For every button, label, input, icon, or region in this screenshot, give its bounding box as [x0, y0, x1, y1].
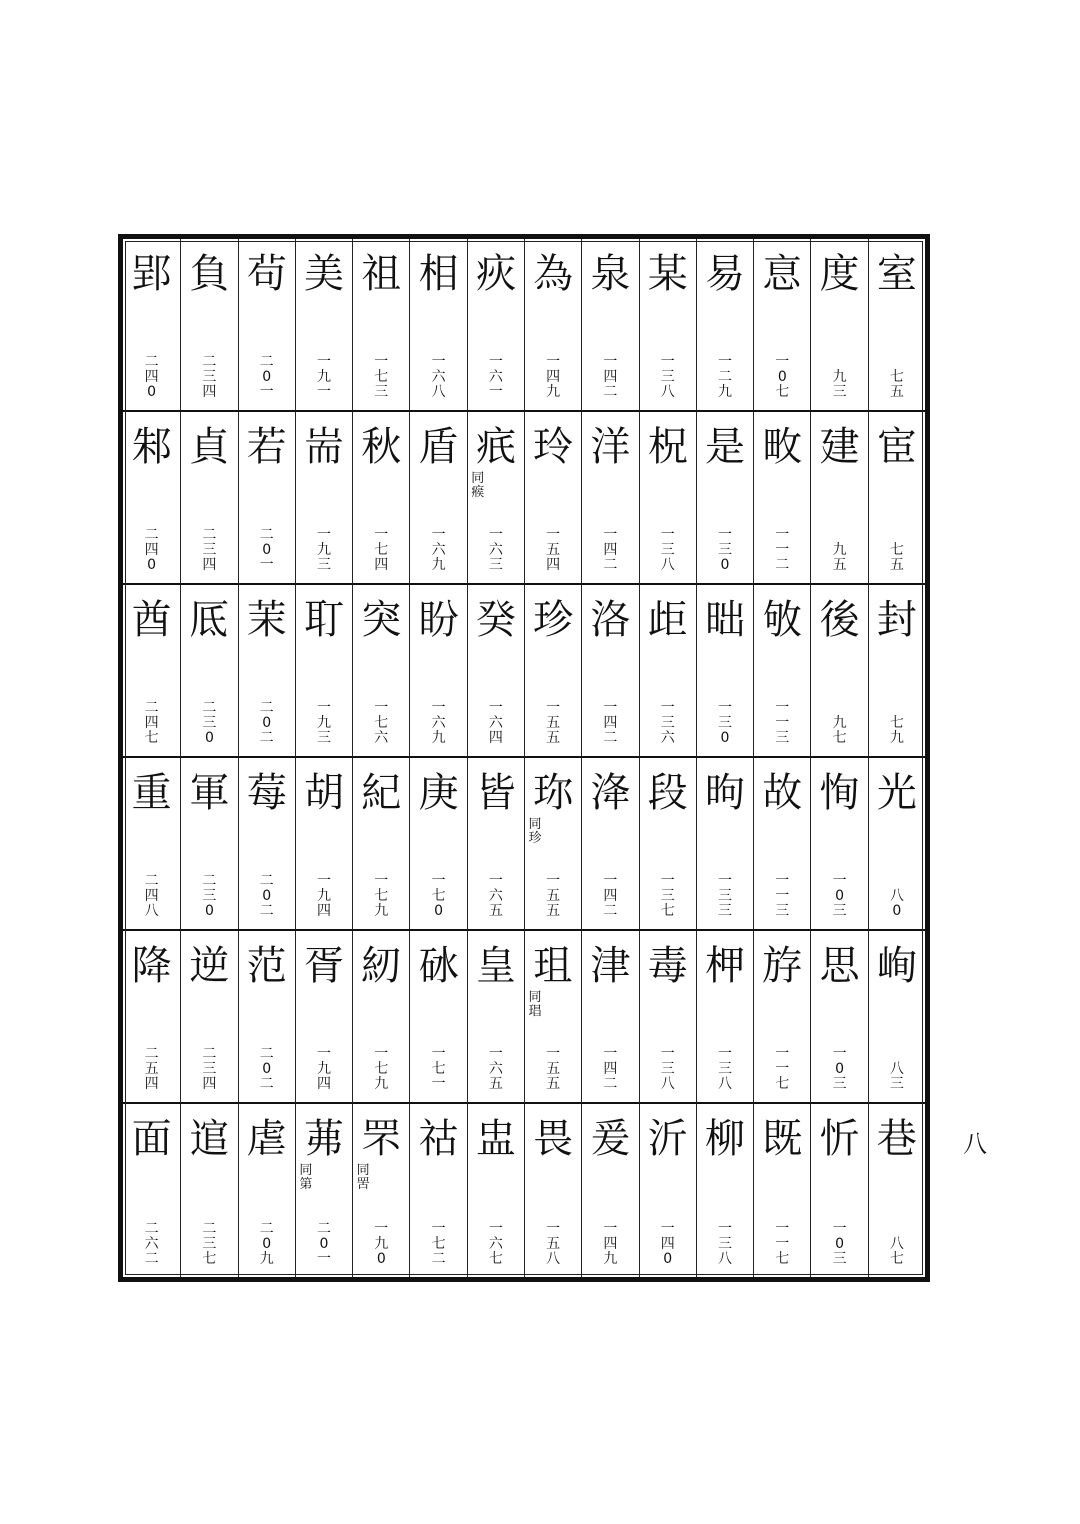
entry-page-reference: 一三八: [717, 1221, 732, 1267]
index-entry: [524, 239, 581, 412]
index-entry: [295, 412, 352, 585]
entry-character: 耵: [303, 597, 344, 643]
entry-page-reference: 一四二: [603, 354, 618, 400]
entry-page-reference: 一六五: [488, 1046, 503, 1092]
entry-character: 思: [819, 943, 860, 989]
entry-character: 秋: [361, 424, 402, 470]
index-entry: [524, 1104, 581, 1277]
index-entry: [581, 931, 638, 1104]
entry-character: 皇: [475, 943, 516, 989]
entry-character: 祜: [418, 1116, 459, 1162]
entry-character: 柙: [704, 943, 745, 989]
entry-page-reference: 一一三: [775, 873, 790, 919]
entry-character: 虐: [246, 1116, 287, 1162]
entry-page-reference: 一九0: [374, 1221, 389, 1267]
index-entry: [810, 585, 867, 758]
entry-page-reference: 一三八: [660, 527, 675, 573]
entry-page-reference: 八三: [889, 1061, 904, 1092]
entry-page-reference: 二0二: [259, 700, 274, 746]
entry-character: 面: [131, 1116, 172, 1162]
entry-character: 為: [533, 251, 574, 297]
entry-character: 疢: [475, 251, 516, 297]
index-entry: [810, 1104, 867, 1277]
entry-page-reference: 二0一: [259, 527, 274, 573]
entry-character: 毒: [647, 943, 688, 989]
entry-character: 酋: [131, 597, 172, 643]
entry-page-reference: 二三0: [202, 700, 217, 746]
entry-character: 故: [762, 770, 803, 816]
entry-character: 耑: [303, 424, 344, 470]
entry-character: 珎: [533, 770, 574, 816]
entry-character: 茍: [246, 251, 287, 297]
index-entry: [524, 585, 581, 758]
entry-page-reference: 一九四: [316, 1046, 331, 1092]
entry-page-reference: 二0二: [259, 873, 274, 919]
character-index-grid: [123, 239, 925, 1277]
index-entry: [123, 758, 180, 931]
entry-page-reference: 一七二: [431, 1221, 446, 1267]
entry-page-reference: 一五八: [546, 1221, 561, 1267]
entry-character: 珍: [533, 597, 574, 643]
entry-character: 癸: [475, 597, 516, 643]
entry-page-reference: 二四0: [144, 527, 159, 573]
entry-page-reference: 一九四: [316, 873, 331, 919]
entry-character: 歫: [647, 597, 688, 643]
entry-character: 逭: [189, 1116, 230, 1162]
entry-character: 砅: [418, 943, 459, 989]
index-entry: [352, 931, 409, 1104]
entry-page-reference: 九七: [832, 715, 847, 746]
entry-page-reference: 一0三: [832, 1221, 847, 1267]
entry-page-reference: 一0七: [775, 354, 790, 400]
entry-character: 光: [876, 770, 917, 816]
entry-variant-note: 同罟: [356, 1163, 370, 1192]
entry-page-reference: 七五: [889, 542, 904, 573]
index-entry: [696, 239, 753, 412]
index-entry: [581, 758, 638, 931]
entry-page-reference: 一三0: [717, 527, 732, 573]
entry-page-reference: 二0一: [259, 354, 274, 400]
index-entry: [868, 412, 925, 585]
entry-character: 峋: [876, 943, 917, 989]
entry-character: 負: [189, 251, 230, 297]
index-entry: [753, 758, 810, 931]
entry-character: 厎: [189, 597, 230, 643]
entry-page-reference: 二0九: [259, 1221, 274, 1267]
entry-character: 後: [819, 597, 860, 643]
entry-character: 度: [819, 251, 860, 297]
entry-character: 盾: [418, 424, 459, 470]
index-entry: [352, 412, 409, 585]
entry-page-reference: 一四九: [546, 354, 561, 400]
entry-character: 洛: [590, 597, 631, 643]
entry-variant-note: 同第: [299, 1163, 313, 1192]
entry-page-reference: 一六七: [488, 1221, 503, 1267]
entry-page-reference: 一三六: [660, 700, 675, 746]
entry-character: 美: [303, 251, 344, 297]
entry-character: 若: [246, 424, 287, 470]
entry-page-reference: 一七一: [431, 1046, 446, 1092]
index-entry: [467, 412, 524, 585]
entry-variant-note: 同琩: [528, 990, 542, 1019]
index-entry: [180, 585, 237, 758]
index-entry: [180, 931, 237, 1104]
entry-page-reference: 一九三: [316, 700, 331, 746]
entry-character: 軍: [189, 770, 230, 816]
index-entry: [810, 412, 867, 585]
entry-page-reference: 一六一: [488, 354, 503, 400]
index-entry: [238, 758, 295, 931]
entry-character: 昫: [704, 770, 745, 816]
entry-character: 建: [819, 424, 860, 470]
entry-character: 罘: [361, 1116, 402, 1162]
entry-character: 庚: [418, 770, 459, 816]
entry-page-reference: 二四八: [144, 873, 159, 919]
index-entry: [524, 931, 581, 1104]
entry-character: 逆: [189, 943, 230, 989]
index-entry: [180, 758, 237, 931]
entry-page-reference: 一九一: [316, 354, 331, 400]
index-entry: [868, 1104, 925, 1277]
entry-page-reference: 一七0: [431, 873, 446, 919]
index-entry: [696, 585, 753, 758]
entry-page-reference: 一0三: [832, 1046, 847, 1092]
entry-page-reference: 九五: [832, 542, 847, 573]
entry-character: 祖: [361, 251, 402, 297]
entry-character: 宦: [876, 424, 917, 470]
entry-character: 茉: [246, 597, 287, 643]
entry-page-reference: 一四二: [603, 527, 618, 573]
entry-page-reference: 一三0: [717, 700, 732, 746]
index-entry: [524, 412, 581, 585]
entry-page-reference: 一一七: [775, 1221, 790, 1267]
entry-page-reference: 一七九: [374, 1046, 389, 1092]
entry-page-reference: 一一七: [775, 1046, 790, 1092]
index-entry: [409, 931, 466, 1104]
index-entry: [409, 239, 466, 412]
index-entry: [696, 412, 753, 585]
entry-character: 茀: [303, 1116, 344, 1162]
entry-page-reference: 一四0: [660, 1221, 675, 1267]
index-entry: [238, 239, 295, 412]
index-entry: [238, 1104, 295, 1277]
entry-character: 降: [131, 943, 172, 989]
index-entry: [238, 412, 295, 585]
index-entry: [639, 931, 696, 1104]
entry-character: 重: [131, 770, 172, 816]
entry-character: 津: [590, 943, 631, 989]
entry-character: 易: [704, 251, 745, 297]
index-entry: [581, 239, 638, 412]
index-entry: [810, 239, 867, 412]
entry-character: 貞: [189, 424, 230, 470]
index-entry: [295, 1104, 352, 1277]
entry-character: 忻: [819, 1116, 860, 1162]
index-entry: [467, 585, 524, 758]
entry-page-reference: 八0: [889, 888, 904, 919]
index-entry: [295, 239, 352, 412]
entry-page-reference: 一六四: [488, 700, 503, 746]
entry-character: 相: [418, 251, 459, 297]
entry-variant-note: 同珍: [528, 817, 542, 846]
entry-page-reference: 一五五: [546, 700, 561, 746]
entry-character: 封: [876, 597, 917, 643]
entry-page-reference: 二五四: [144, 1046, 159, 1092]
entry-character: 紀: [361, 770, 402, 816]
index-entry: [467, 758, 524, 931]
entry-page-reference: 一二九: [717, 354, 732, 400]
index-entry: [810, 758, 867, 931]
index-entry: [753, 239, 810, 412]
index-entry: [639, 758, 696, 931]
index-entry: [352, 758, 409, 931]
entry-page-reference: 一六九: [431, 527, 446, 573]
index-table-frame: [118, 234, 930, 1282]
entry-character: 邾: [131, 424, 172, 470]
entry-character: 莓: [246, 770, 287, 816]
entry-character: 室: [876, 251, 917, 297]
entry-character: 洋: [590, 424, 631, 470]
entry-page-reference: 一三八: [660, 1046, 675, 1092]
index-entry: [238, 931, 295, 1104]
entry-page-reference: 一一三: [775, 700, 790, 746]
index-entry: [352, 239, 409, 412]
entry-character: 沂: [647, 1116, 688, 1162]
index-entry: [467, 1104, 524, 1277]
index-entry: [639, 239, 696, 412]
entry-character: 疧: [475, 424, 516, 470]
entry-character: 某: [647, 251, 688, 297]
entry-page-reference: 九三: [832, 369, 847, 400]
entry-page-reference: 一六五: [488, 873, 503, 919]
entry-page-reference: 一三三: [717, 873, 732, 919]
index-entry: [295, 585, 352, 758]
entry-page-reference: 一一二: [775, 527, 790, 573]
entry-character: 柷: [647, 424, 688, 470]
entry-page-reference: 一四九: [603, 1221, 618, 1267]
index-entry: [123, 239, 180, 412]
entry-page-reference: 一七三: [374, 354, 389, 400]
entry-page-reference: 二三四: [202, 1046, 217, 1092]
index-entry: [753, 412, 810, 585]
entry-character: 突: [361, 597, 402, 643]
entry-character: 恂: [819, 770, 860, 816]
entry-character: 敂: [762, 597, 803, 643]
entry-page-reference: 二三四: [202, 527, 217, 573]
index-entry: [409, 412, 466, 585]
entry-character: 紉: [361, 943, 402, 989]
entry-page-reference: 二四七: [144, 700, 159, 746]
entry-page-reference: 二0二: [259, 1046, 274, 1092]
entry-page-reference: 一六八: [431, 354, 446, 400]
entry-character: 洚: [590, 770, 631, 816]
entry-page-reference: 八七: [889, 1236, 904, 1267]
entry-page-reference: 二六二: [144, 1221, 159, 1267]
entry-page-reference: 二三七: [202, 1221, 217, 1267]
entry-character: 皆: [475, 770, 516, 816]
entry-character: 段: [647, 770, 688, 816]
entry-page-reference: 二三四: [202, 354, 217, 400]
index-entry: [180, 412, 237, 585]
entry-character: 既: [762, 1116, 803, 1162]
entry-character: 胡: [303, 770, 344, 816]
index-entry: [467, 931, 524, 1104]
index-entry: [467, 239, 524, 412]
index-entry: [639, 412, 696, 585]
entry-page-reference: 一四二: [603, 700, 618, 746]
index-entry: [123, 412, 180, 585]
index-entry: [868, 239, 925, 412]
index-entry: [180, 1104, 237, 1277]
index-entry: [123, 1104, 180, 1277]
entry-page-reference: 一七六: [374, 700, 389, 746]
index-entry: [524, 758, 581, 931]
index-entry: [123, 931, 180, 1104]
entry-character: 郢: [131, 251, 172, 297]
entry-page-reference: 一六九: [431, 700, 446, 746]
index-entry: [696, 758, 753, 931]
entry-page-reference: 一三八: [717, 1046, 732, 1092]
index-entry: [753, 585, 810, 758]
entry-page-reference: 一七四: [374, 527, 389, 573]
index-entry: [868, 931, 925, 1104]
entry-page-reference: 二三0: [202, 873, 217, 919]
entry-character: 恴: [762, 251, 803, 297]
index-entry: [123, 585, 180, 758]
index-entry: [581, 585, 638, 758]
index-entry: [238, 585, 295, 758]
entry-page-reference: 七五: [889, 369, 904, 400]
index-entry: [295, 758, 352, 931]
page-number: 八: [963, 1130, 987, 1158]
entry-page-reference: 一七九: [374, 873, 389, 919]
entry-character: 珇: [533, 943, 574, 989]
entry-character: 巷: [876, 1116, 917, 1162]
index-entry: [639, 1104, 696, 1277]
entry-character: 斿: [762, 943, 803, 989]
index-entry: [581, 1104, 638, 1277]
entry-character: 泉: [590, 251, 631, 297]
entry-page-reference: 一五四: [546, 527, 561, 573]
entry-character: 是: [704, 424, 745, 470]
entry-page-reference: 一三七: [660, 873, 675, 919]
entry-page-reference: 二四0: [144, 354, 159, 400]
entry-character: 爰: [590, 1116, 631, 1162]
entry-page-reference: 一五五: [546, 873, 561, 919]
index-entry: [409, 585, 466, 758]
entry-character: 盼: [418, 597, 459, 643]
entry-character: 畋: [762, 424, 803, 470]
index-entry: [581, 412, 638, 585]
entry-page-reference: 一四二: [603, 873, 618, 919]
entry-variant-note: 同瘊: [471, 471, 485, 500]
index-entry: [409, 758, 466, 931]
entry-character: 玲: [533, 424, 574, 470]
index-entry: [639, 585, 696, 758]
index-entry: [409, 1104, 466, 1277]
index-entry: [352, 585, 409, 758]
index-entry: [180, 239, 237, 412]
index-entry: [696, 931, 753, 1104]
entry-character: 盅: [475, 1116, 516, 1162]
index-entry: [753, 931, 810, 1104]
entry-page-reference: 二0一: [316, 1221, 331, 1267]
entry-page-reference: 一0三: [832, 873, 847, 919]
entry-page-reference: 一四二: [603, 1046, 618, 1092]
entry-page-reference: 一九三: [316, 527, 331, 573]
entry-page-reference: 一五五: [546, 1046, 561, 1092]
index-entry: [753, 1104, 810, 1277]
entry-character: 胥: [303, 943, 344, 989]
index-entry: [295, 931, 352, 1104]
index-entry: [868, 585, 925, 758]
entry-page-reference: 一三八: [660, 354, 675, 400]
index-entry: [352, 1104, 409, 1277]
entry-character: 范: [246, 943, 287, 989]
entry-character: 畏: [533, 1116, 574, 1162]
index-entry: [810, 931, 867, 1104]
index-entry: [696, 1104, 753, 1277]
entry-character: 柳: [704, 1116, 745, 1162]
entry-page-reference: 一六三: [488, 527, 503, 573]
entry-character: 昢: [704, 597, 745, 643]
entry-page-reference: 七九: [889, 715, 904, 746]
index-entry: [868, 758, 925, 931]
